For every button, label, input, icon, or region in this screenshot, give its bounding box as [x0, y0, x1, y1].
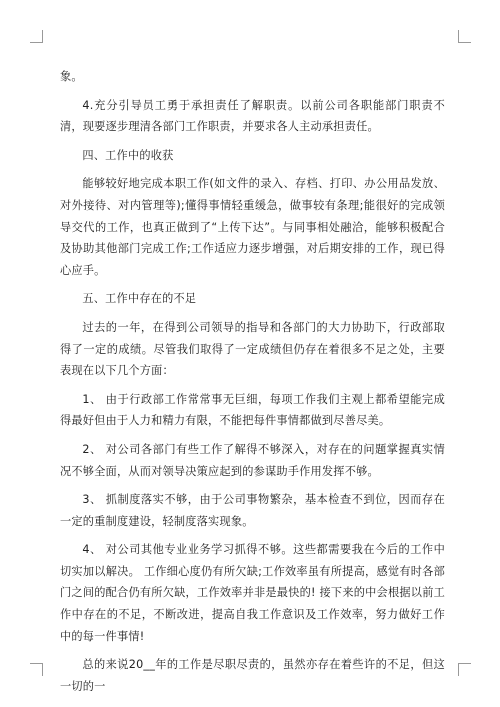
paragraph-summary: 总的来说20__年的工作是尽职尽责的，虽然亦存在着些许的不足，但这一切的一 — [60, 658, 445, 693]
paragraph-shortcoming-3: 3、 抓制度落实不够，由于公司事物繁杂，基本检查不到位，因而存在一定的重制度建设，轻制度落实现象。 — [60, 493, 445, 528]
paragraph-continuation: 象。 — [60, 70, 83, 83]
crop-mark-top-left — [30, 30, 43, 43]
section-heading-gains: 四、工作中的收获 — [82, 148, 174, 162]
crop-mark-bottom-right — [458, 663, 471, 676]
crop-mark-top-right — [458, 30, 471, 43]
paragraph-shortcoming-1: 1、 由于行政部工作常常事无巨细，每项工作我们主观上都希望能完成得最好但由于人力和精力有限，不能把每件事情都做到尽善尽美。 — [60, 392, 445, 428]
paragraph-item-4: 4.充分引导员工勇于承担责任了解职责。以前公司各职能部门职责不清，现要逐步理清各部门工作职责，并要求各人主动承担责任。 — [60, 98, 445, 134]
paragraph-shortcoming-2: 2、 对公司各部门有些工作了解得不够深入，对存在的问题掌握真实情况不够全面，从而对领导决策应起到的参谋助手作用发挥不够。 — [60, 442, 445, 478]
document-body — [60, 66, 445, 704]
crop-mark-bottom-left — [30, 663, 43, 676]
paragraph-shortcomings-intro: 过去的一年，在得到公司领导的指导和各部门的大力协助下，行政部取得了一定的成绩。尽管我们取得了一定成绩但仍存在着很多不足之处，主要表现在以下几个方面： — [60, 320, 445, 378]
paragraph-gains: 能够较好地完成本职工作(如文件的录入、存档、打印、办公用品发放、对外接待、对内管理等);懂得事情轻重缓急，做事较有条理;能很好的完成领导交代的工作，也真正做到了“上传下达”。与同事相处融洽，能够积极配合及协助其他部门完成工作;工作适应力逐步增强，对后期安排的工作，现已得心应手。 — [60, 177, 445, 277]
paragraph-shortcoming-4: 4、 对公司其他专业业务学习抓得不够。这些都需要我在今后的工作中切实加以解决。 工作细心度仍有所欠缺;工作效率虽有所提高，感觉有时各部门之间的配合仍有所欠缺，工作效率并非是最快的! 接下来的中会根据以前工作中存在的不足，不断改进，提高自我工作意识及工作效率，努力做好工作中的每一件事情! — [60, 543, 445, 643]
section-heading-shortcomings: 五、工作中存在的不足 — [82, 292, 197, 306]
